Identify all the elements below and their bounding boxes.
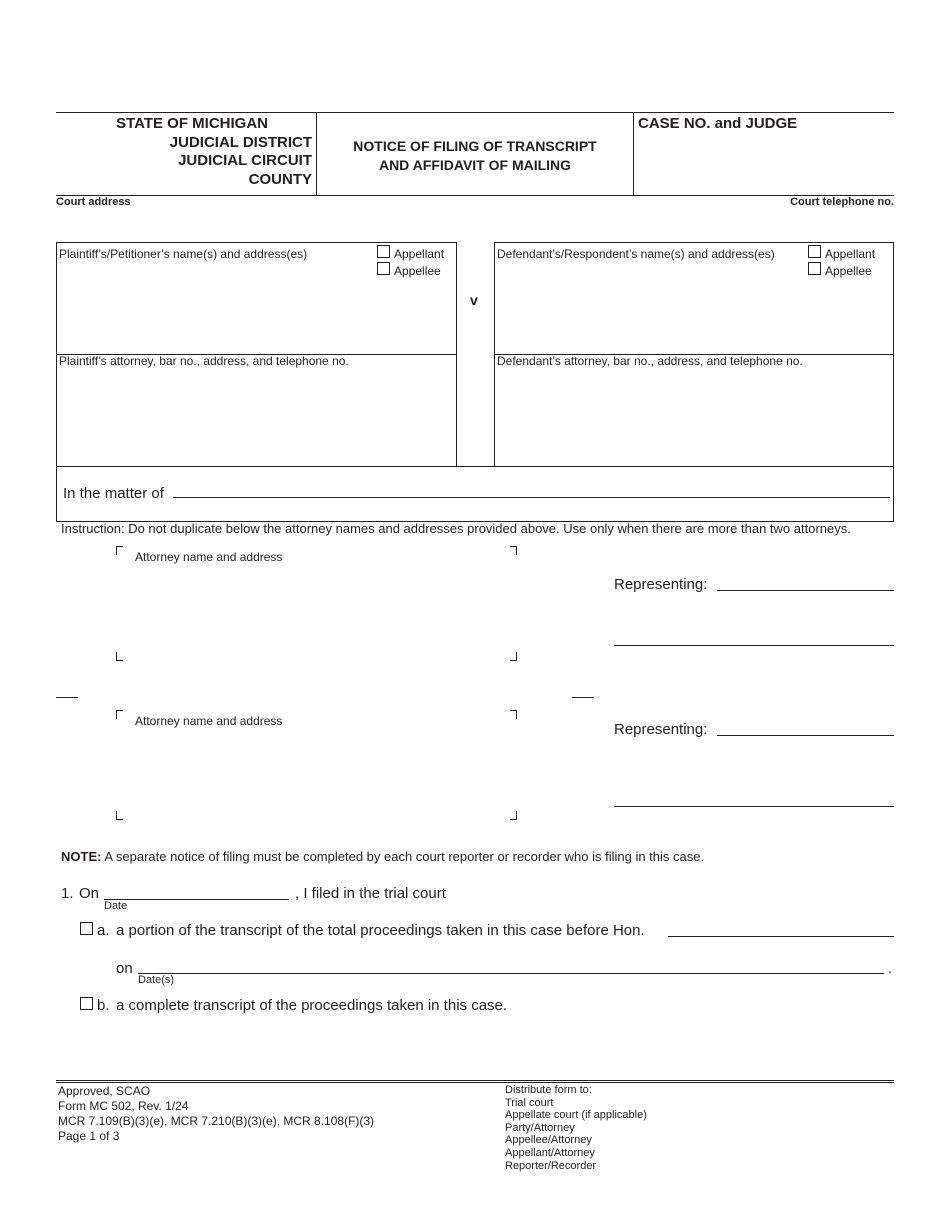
attorney2-representing-field[interactable]: [717, 735, 894, 736]
in-the-matter-label: In the matter of: [63, 485, 164, 502]
header-divider-2: [633, 112, 634, 196]
footer-left: [58, 1084, 374, 1144]
attorney2-name-field[interactable]: [130, 732, 505, 810]
item1a-period: .: [888, 960, 893, 977]
item1a-dates-label: Date(s): [138, 974, 175, 986]
attorney1-corner-br: [510, 652, 517, 661]
footer-distribution: [505, 1084, 647, 1172]
plaintiff-name-label: Plaintiff’s/Petitioner’s name(s) and address(es): [59, 247, 308, 261]
court-telephone-label: Court telephone no.: [790, 196, 894, 208]
footer-rule-2: [56, 1082, 894, 1083]
distribute-item: Trial court: [505, 1096, 554, 1109]
item1-number: 1.: [61, 885, 74, 902]
distribute-item: Reporter/Recorder: [505, 1159, 597, 1172]
defendant-attorney-field[interactable]: [498, 372, 890, 462]
form-title: [317, 137, 633, 175]
in-the-matter-field[interactable]: [173, 497, 890, 498]
distribute-item: Appellate court (if applicable): [505, 1109, 647, 1122]
item1a-text: a portion of the transcript of the total proceedings taken in this case before Hon.: [116, 922, 645, 939]
item1-date-field[interactable]: [104, 899, 289, 900]
plaintiff-appellant-checkbox[interactable]: [377, 245, 390, 258]
defendant-appellee-checkbox[interactable]: [808, 262, 821, 275]
footer-page: Page 1 of 3: [58, 1129, 120, 1143]
item1-date-label: Date: [104, 900, 128, 912]
defendant-appellant-checkbox[interactable]: [808, 245, 821, 258]
attorney2-representing-field-2[interactable]: [614, 806, 894, 807]
case-no-judge-label: CASE NO. and JUDGE: [638, 115, 798, 132]
attorney2-name-label: Attorney name and address: [135, 714, 283, 728]
plaintiff-attorney-field[interactable]: [60, 372, 452, 462]
footer-rule-1: [56, 1080, 894, 1081]
attorney1-name-label: Attorney name and address: [135, 550, 283, 564]
plaintiff-appellee-checkbox[interactable]: [377, 262, 390, 275]
item1a-on-label: on: [116, 960, 133, 977]
form-title-line2: AND AFFIDAVIT OF MAILING: [378, 157, 572, 173]
item1-filed-text: , I filed in the trial court: [295, 885, 446, 902]
item1b-letter: b.: [97, 997, 110, 1014]
item1-on-label: On: [79, 885, 100, 902]
judicial-district-label: JUDICIAL DISTRICT: [169, 134, 312, 151]
plaintiff-attorney-label: Plaintiff’s attorney, bar no., address, and telephone no.: [59, 354, 349, 368]
attorney2-corner-tl: [116, 710, 123, 719]
distribute-title: Distribute form to:: [505, 1084, 592, 1096]
attorney2-corner-br: [510, 811, 517, 820]
versus-label: v: [470, 292, 478, 308]
item1a-checkbox[interactable]: [80, 922, 93, 935]
plaintiff-name-field[interactable]: [60, 282, 452, 350]
in-the-matter-box: [56, 466, 894, 522]
form-title-line1: NOTICE OF FILING OF TRANSCRIPT: [353, 138, 597, 154]
attorney2-corner-tr: [510, 710, 517, 719]
item1a-letter: a.: [97, 922, 110, 939]
item1a-dates-field[interactable]: [138, 973, 884, 974]
defendant-appellant-label: Appellant: [825, 247, 876, 261]
separator-left-dash: [56, 697, 78, 698]
attorney2-representing-label: Representing:: [614, 721, 708, 738]
note-label: NOTE:: [61, 849, 102, 864]
note-text: [61, 849, 704, 864]
case-no-judge-field[interactable]: [640, 138, 890, 192]
attorney1-corner-tl: [116, 546, 123, 555]
footer-form-number: Form MC 502, Rev. 1/24: [58, 1099, 189, 1113]
attorney1-corner-tr: [510, 546, 517, 555]
separator-right-dash: [572, 697, 594, 698]
header-top-rule: [56, 112, 894, 113]
distribute-item: Appellant/Attorney: [505, 1146, 595, 1159]
attorney1-representing-field-2[interactable]: [614, 645, 894, 646]
attorney2-corner-bl: [116, 811, 123, 820]
attorney1-representing-field[interactable]: [717, 590, 894, 591]
defendant-appellee-label: Appellee: [825, 264, 872, 278]
footer-approved: Approved, SCAO: [58, 1084, 151, 1098]
distribute-item: Appellee/Attorney: [505, 1134, 592, 1147]
attorney1-name-field[interactable]: [130, 568, 505, 650]
defendant-name-label: Defendant’s/Respondent’s name(s) and address(es): [497, 247, 775, 261]
item1b-text: a complete transcript of the proceedings taken in this case.: [116, 997, 508, 1014]
item1a-judge-field[interactable]: [668, 936, 894, 937]
judicial-circuit-label: JUDICIAL CIRCUIT: [178, 152, 312, 169]
plaintiff-appellant-label: Appellant: [394, 247, 445, 261]
court-address-label: Court address: [56, 196, 131, 208]
defendant-attorney-label: Defendant’s attorney, bar no., address, and telephone no.: [497, 354, 803, 368]
plaintiff-appellee-label: Appellee: [394, 264, 441, 278]
attorney1-corner-bl: [116, 652, 123, 661]
county-label: COUNTY: [248, 171, 312, 188]
distribute-item: Party/Attorney: [505, 1121, 575, 1134]
instruction-text: Instruction: Do not duplicate below the attorney names and addresses provided above. Use only when there are more than two attorneys.: [61, 521, 851, 536]
defendant-name-field[interactable]: [498, 282, 890, 350]
note-body: A separate notice of filing must be completed by each court reporter or recorder who is filing in this case.: [101, 849, 705, 864]
attorney1-representing-label: Representing:: [614, 576, 708, 593]
state-of-michigan: STATE OF MICHIGAN: [116, 115, 268, 132]
footer-rules: MCR 7.109(B)(3)(e), MCR 7.210(B)(3)(e), MCR 8.108(F)(3): [58, 1114, 375, 1128]
item1b-checkbox[interactable]: [80, 997, 93, 1010]
